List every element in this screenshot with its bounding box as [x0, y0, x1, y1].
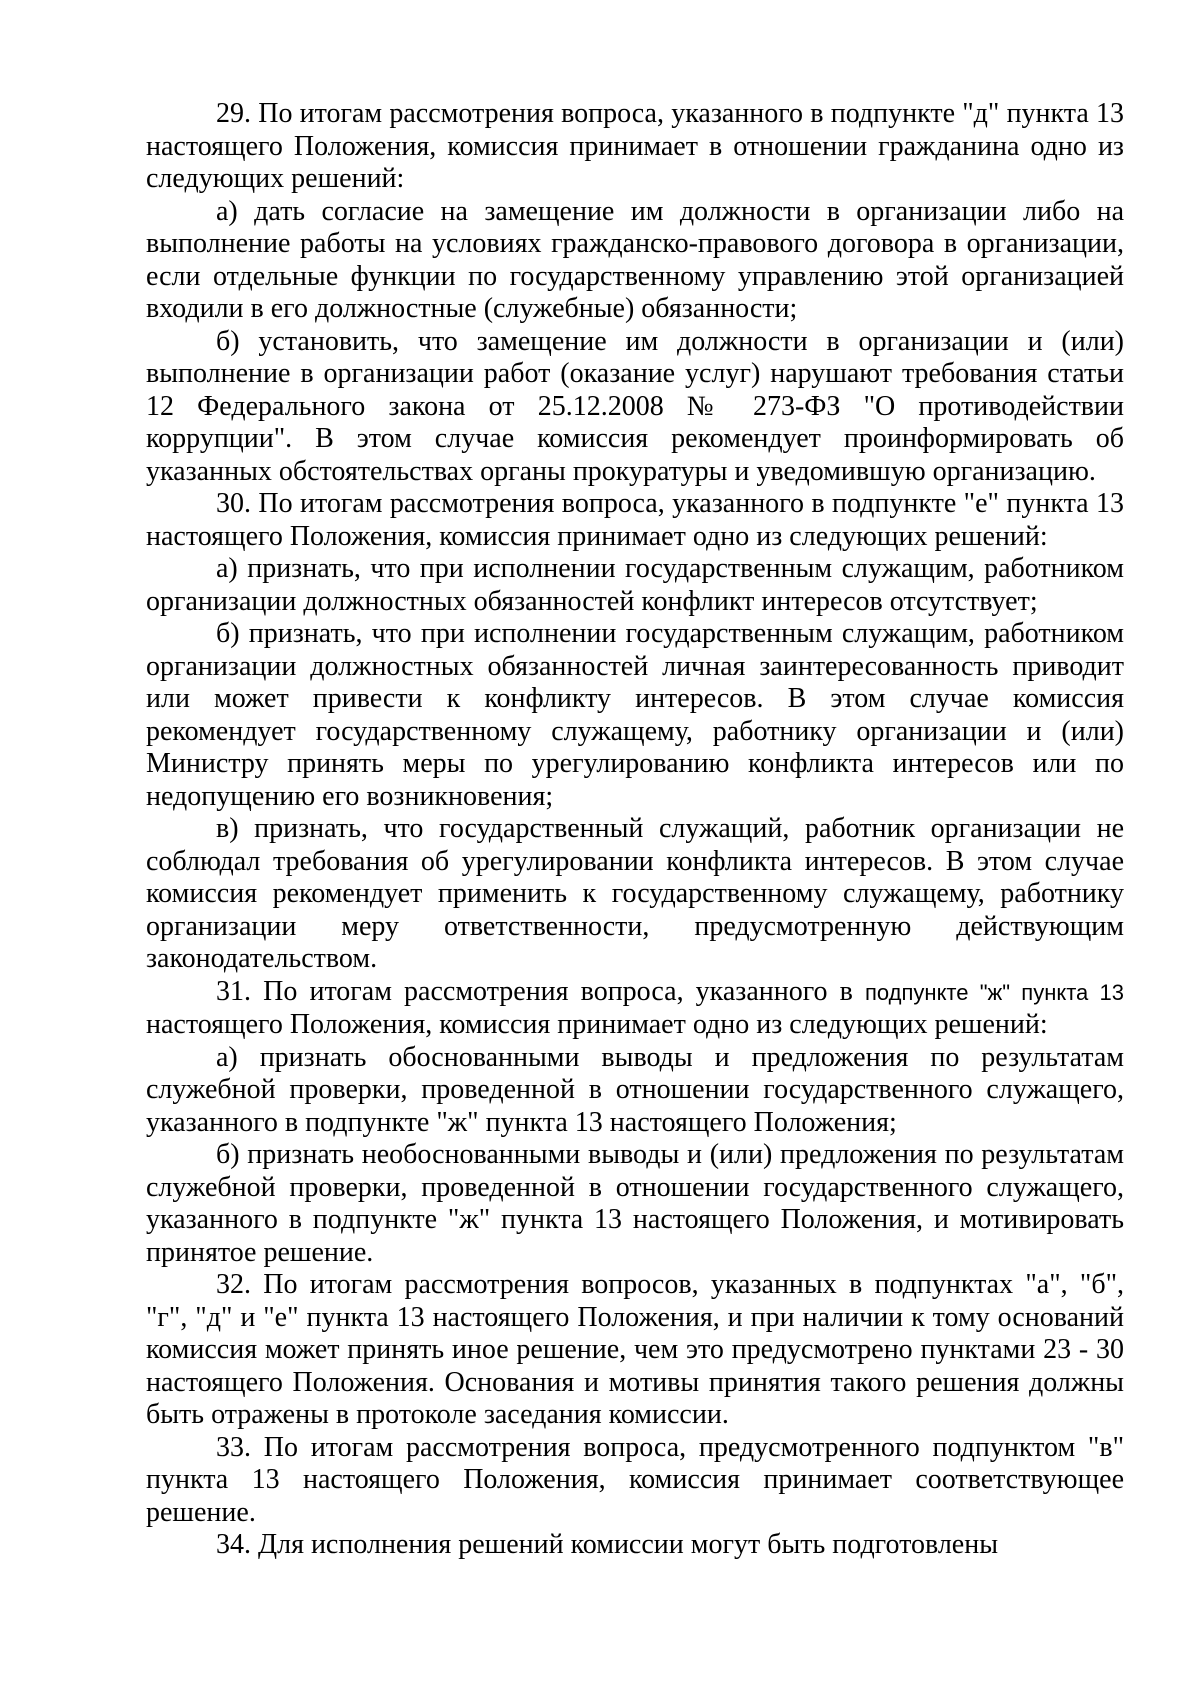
paragraph-29-b: б) установить, что замещение им должности в организации и (или) выполнение в организации работ (оказание услуг) нарушают требования статьи 12 Федерального закона от 25.12.2008 № 273-ФЗ "О противодействии коррупции". В этом случае комиссия рекомендует проинформировать об указанных обстоятельствах органы прокуратуры и уведомившую организацию.: [146, 325, 1124, 487]
paragraph-34: 34. Для исполнения решений комиссии могут быть подготовлены: [216, 1529, 999, 1560]
paragraph-31-a: а) признать обоснованными выводы и предложения по результатам служебной проверки, проведенной в отношении государственного служащего, указанного в подпункте "ж" пункта 13 настоящего Положения;: [146, 1041, 1124, 1138]
paragraph-30-b: б) признать, что при исполнении государственным служащим, работником организации должностных обязанностей личная заинтересованность приводит или может привести к конфликту интересов. В этом случае комиссия рекомендует государственному служащему, работнику организации и (или) Министру принять меры по урегулированию конфликта интересов или по недопущению его возникновения;: [146, 618, 1124, 812]
paragraph-30-a: а) признать, что при исполнении государственным служащим, работником организации должностных обязанностей конфликт интересов отсутствует;: [146, 553, 1124, 617]
paragraph-32: 32. По итогам рассмотрения вопросов, указанных в подпунктах "а", "б", "г", "д" и "е" пункта 13 настоящего Положения, и при наличии к тому оснований комиссия может принять иное решение, чем это предусмотрено пунктами 23 - 30 настоящего Положения. Основания и мотивы принятия такого решения должны быть отражены в протоколе заседания комиссии.: [146, 1269, 1124, 1430]
paragraph-31-tail: настоящего Положения, комиссия принимает одно из следующих решений:: [146, 1009, 1048, 1040]
paragraph-30: 30. По итогам рассмотрения вопроса, указанного в подпункте "е" пункта 13 настоящего Положения, комиссия принимает одно из следующих решений:: [146, 488, 1124, 552]
paragraph-31: [146, 976, 1124, 1042]
paragraph-31-sans-reference: подпункте "ж" пункта 13: [865, 979, 1124, 1005]
document-body: [146, 98, 1124, 1562]
paragraph-31-lead: 31. По итогам рассмотрения вопроса, указанного в: [216, 975, 865, 1007]
paragraph-33: 33. По итогам рассмотрения вопроса, предусмотренного подпунктом "в" пункта 13 настоящего Положения, комиссия принимает соответствующее решение.: [146, 1431, 1124, 1528]
paragraph-31-b: б) признать необоснованными выводы и (или) предложения по результатам служебной проверки, проведенной в отношении государственного служащего, указанного в подпункте "ж" пункта 13 настоящего Положения, и мотивировать принятое решение.: [146, 1139, 1124, 1268]
paragraph-29: 29. По итогам рассмотрения вопроса, указанного в подпункте "д" пункта 13 настоящего Положения, комиссия принимает в отношении гражданина одно из следующих решений:: [146, 98, 1124, 194]
paragraph-29-a: а) дать согласие на замещение им должности в организации либо на выполнение работы на условиях гражданско-правового договора в организации, если отдельные функции по государственному управлению этой организацией входили в его должностные (служебные) обязанности;: [146, 195, 1124, 324]
paragraph-30-c: в) признать, что государственный служащий, работник организации не соблюдал требования об урегулировании конфликта интересов. В этом случае комиссия рекомендует применить к государственному служащему, работнику организации меру ответственности, предусмотренную действующим законодательством.: [146, 813, 1124, 974]
